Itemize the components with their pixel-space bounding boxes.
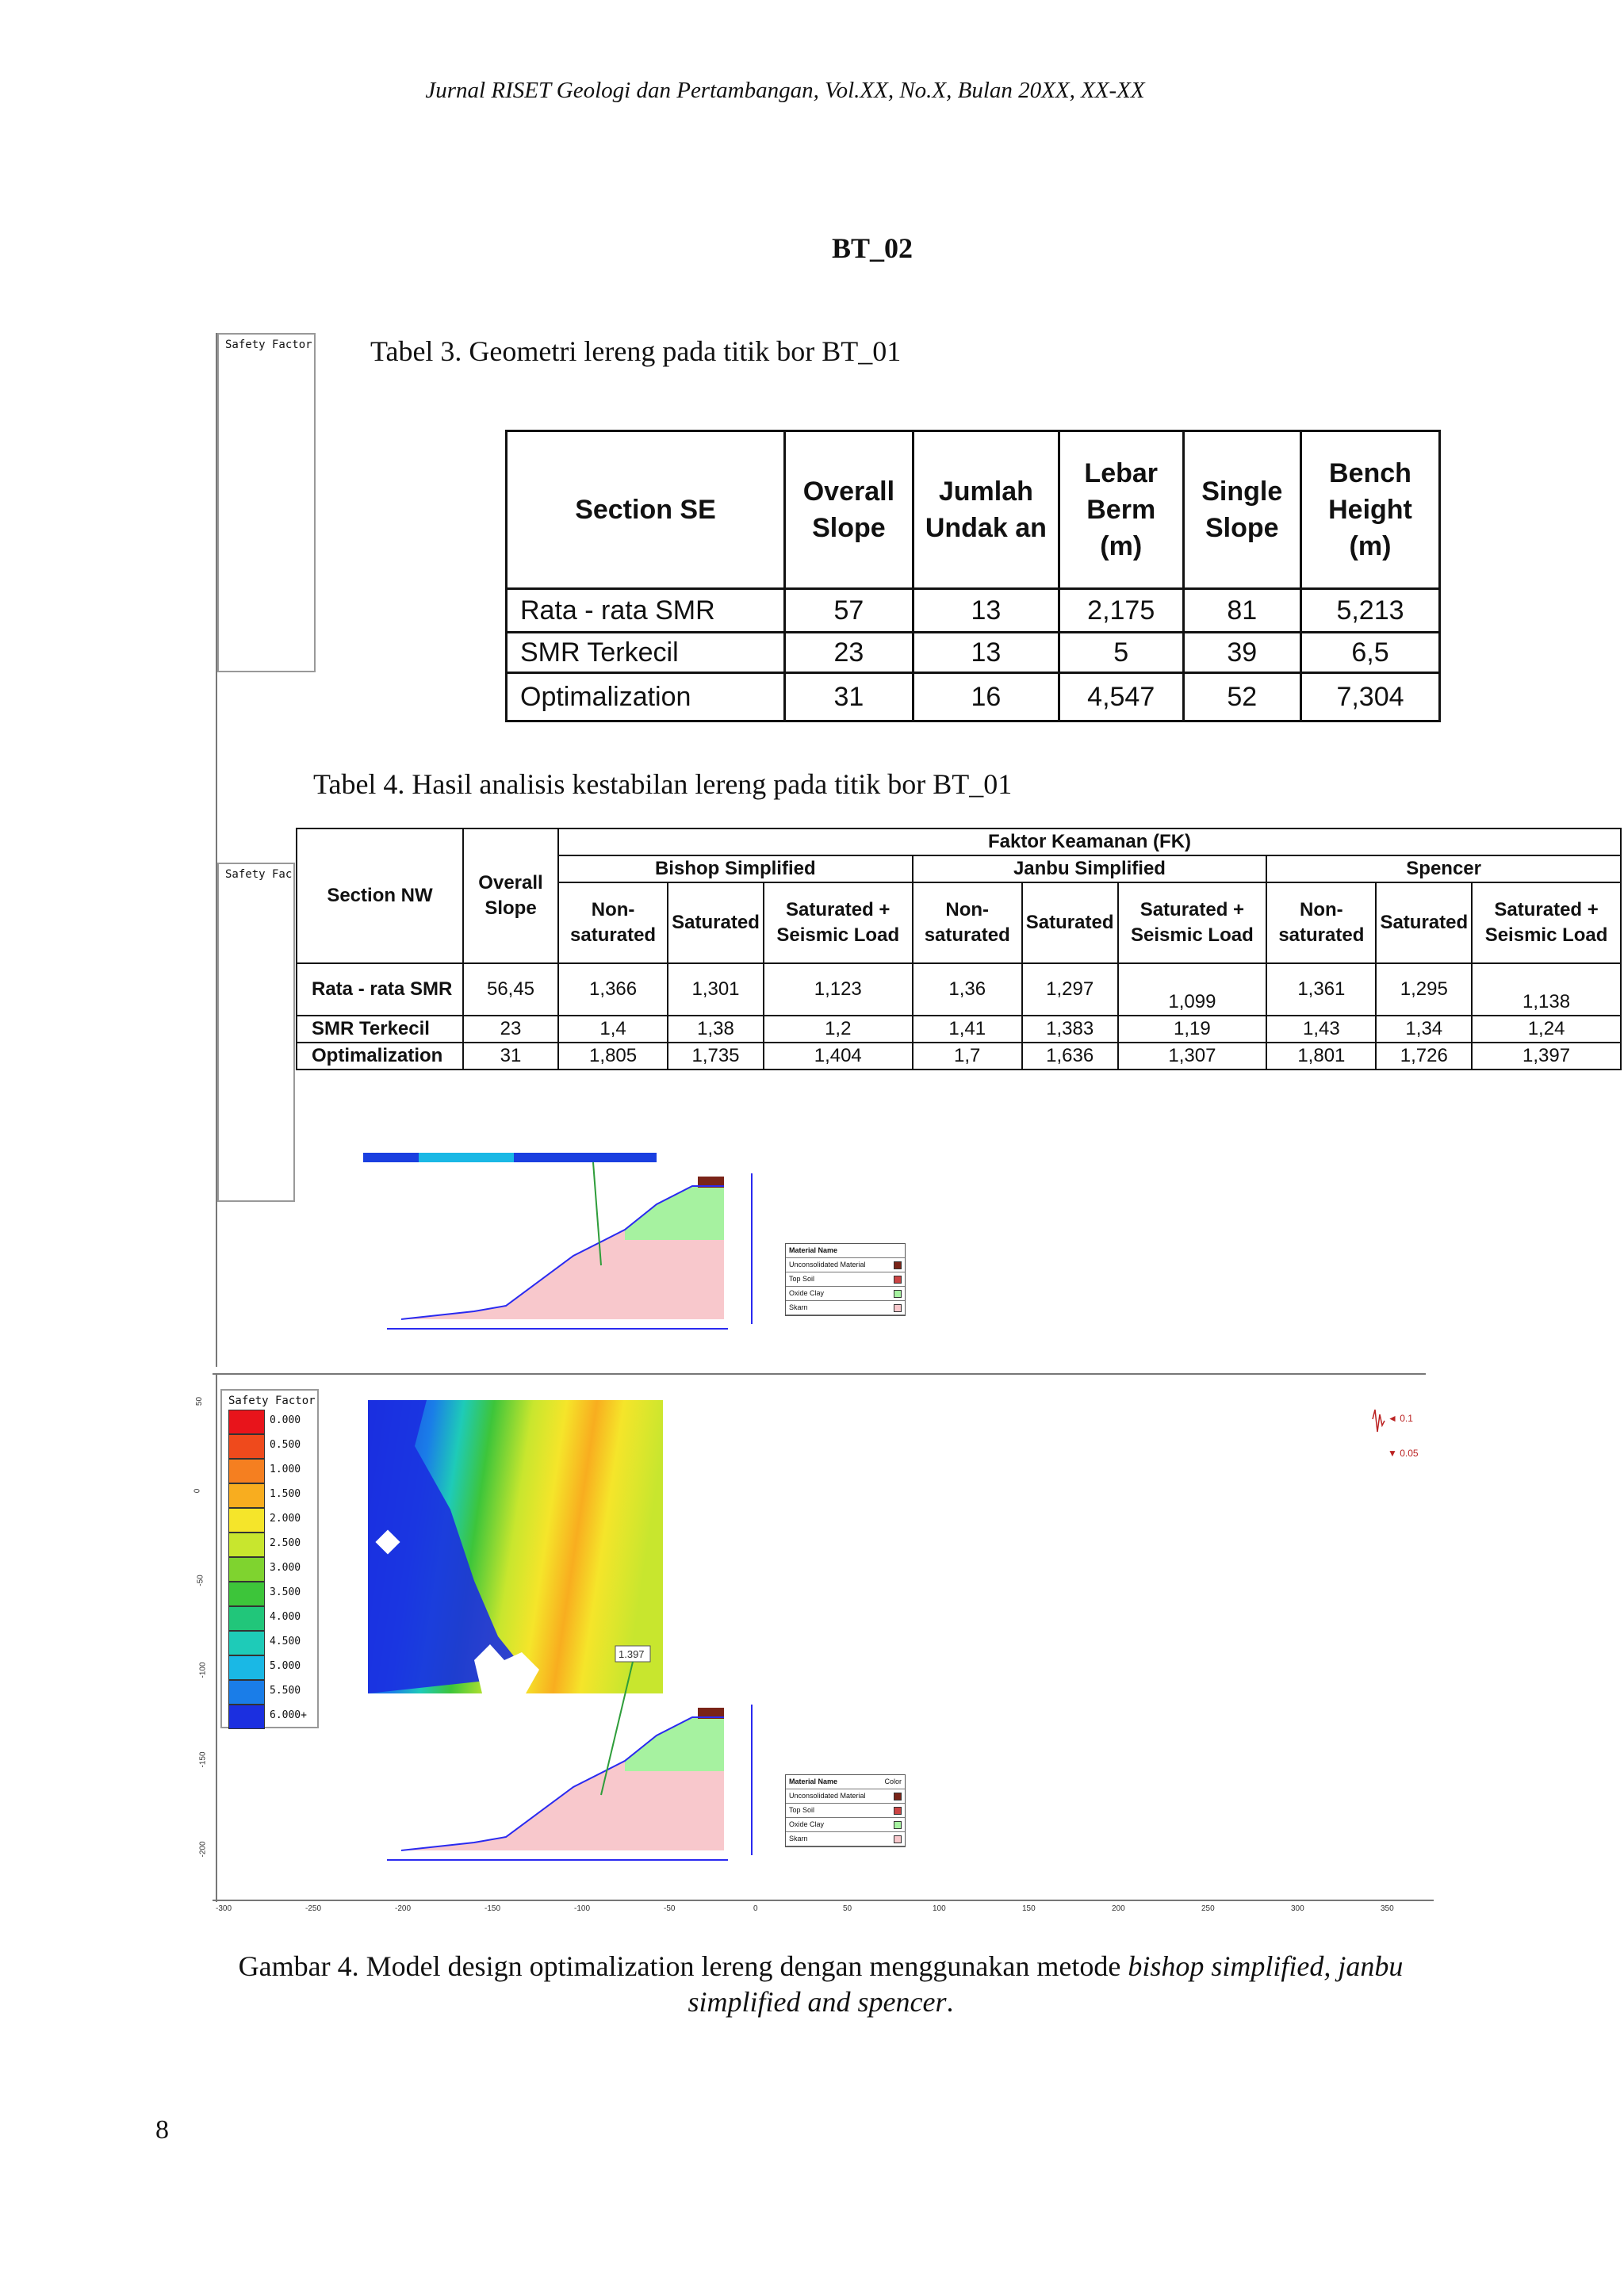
x-tick-label: -50 — [664, 1904, 676, 1913]
table4-subheader: Saturated — [668, 882, 764, 963]
x-tick-label: -300 — [216, 1904, 232, 1913]
table4-method-header: Janbu Simplified — [913, 855, 1267, 882]
legend-label: 2.000 — [270, 1513, 301, 1525]
table-cell: 52 — [1183, 673, 1301, 721]
legend-label: 3.500 — [270, 1586, 301, 1598]
table-row — [507, 589, 1440, 633]
table-cell: 1,41 — [913, 1016, 1022, 1043]
table4-subheader: Saturated + Seismic Load — [1118, 882, 1267, 963]
figure-caption — [238, 1949, 1404, 2020]
x-tick-label: 250 — [1201, 1904, 1215, 1913]
table-cell: 1,397 — [1472, 1043, 1621, 1070]
table4-subheader: Saturated + Seismic Load — [764, 882, 913, 963]
table-cell: 13 — [913, 589, 1059, 633]
legend-label: 4.000 — [270, 1611, 301, 1623]
table-cell: 1,801 — [1266, 1043, 1376, 1070]
legend-label: 2.500 — [270, 1537, 301, 1549]
x-tick-label: 300 — [1291, 1904, 1304, 1913]
table-cell: 1,7 — [913, 1043, 1022, 1070]
material-item: Skarn — [786, 1301, 905, 1315]
table-cell: 16 — [913, 673, 1059, 721]
legend-title: Safety Factor — [225, 339, 312, 351]
x-tick-label: 100 — [933, 1904, 946, 1913]
table-row — [507, 673, 1440, 721]
table-cell: 81 — [1183, 589, 1301, 633]
table-cell: 1,805 — [558, 1043, 668, 1070]
material-item: Oxide Clay — [786, 1287, 905, 1301]
y-tick-label: -100 — [198, 1662, 208, 1678]
table-cell: 1,726 — [1376, 1043, 1472, 1070]
table-cell: 5,213 — [1301, 589, 1440, 633]
figure-caption-text: Gambar 4. Model design optimalization lereng dengan menggunakan metode — [238, 1950, 1128, 1982]
table-cell: Optimalization — [507, 673, 785, 721]
y-tick-label: 0 — [193, 1488, 202, 1494]
legend-label: 0.000 — [270, 1414, 301, 1426]
table3 — [505, 430, 1441, 722]
table4-method-header: Bishop Simplified — [558, 855, 913, 882]
table-cell: 1,4 — [558, 1016, 668, 1043]
table3-header-cell: Jumlah Undak an — [913, 431, 1059, 589]
table4 — [296, 828, 1622, 1070]
table-row — [507, 633, 1440, 673]
table4-subheader: Saturated — [1022, 882, 1118, 963]
table-cell: 1,301 — [668, 963, 764, 1016]
table-cell: 1,297 — [1022, 963, 1118, 1016]
table-row — [297, 1016, 1621, 1043]
x-tick-label: 150 — [1022, 1904, 1036, 1913]
table-cell: 5 — [1059, 633, 1183, 673]
material-item: Unconsolidated Material — [786, 1789, 905, 1804]
table-cell: 56,45 — [463, 963, 558, 1016]
table-row — [297, 963, 1621, 1016]
table4-section-header: Section NW — [297, 828, 463, 963]
table-cell: 57 — [785, 589, 914, 633]
table4-overall-header: Overall Slope — [463, 828, 558, 963]
legend-label: 6.000+ — [270, 1709, 307, 1721]
table-cell: 1,295 — [1376, 963, 1472, 1016]
table-cell: 31 — [785, 673, 914, 721]
table-cell: 2,175 — [1059, 589, 1183, 633]
y-tick-label: -200 — [198, 1841, 208, 1858]
fs-value-label: 1.397 — [619, 1648, 645, 1660]
x-tick-label: 200 — [1112, 1904, 1125, 1913]
x-tick-label: 350 — [1381, 1904, 1394, 1913]
safety-factor-legend — [217, 333, 316, 672]
table3-header-cell: Bench Height (m) — [1301, 431, 1440, 589]
table-cell: Rata - rata SMR — [297, 963, 463, 1016]
table-cell: 31 — [463, 1043, 558, 1070]
x-tick-label: -100 — [574, 1904, 591, 1913]
table4-header-row — [297, 828, 1621, 855]
table4-caption: Tabel 4. Hasil analisis kestabilan lereng pada titik bor BT_01 — [313, 768, 1013, 800]
page-number: 8 — [155, 2115, 169, 2145]
table4-subheader: Non-saturated — [913, 882, 1022, 963]
legend-label: 0.500 — [270, 1439, 301, 1451]
material-item: Unconsolidated Material — [786, 1258, 905, 1272]
table-cell: 1,099 — [1118, 963, 1267, 1016]
material-item: Oxide Clay — [786, 1818, 905, 1832]
table4-method-header: Spencer — [1266, 855, 1621, 882]
material-legend-header: Material Name Color — [786, 1775, 905, 1789]
x-tick-label: -200 — [395, 1904, 412, 1913]
x-tick-label: 50 — [843, 1904, 852, 1913]
legend-label: 1.000 — [270, 1464, 301, 1475]
x-tick-label: -250 — [305, 1904, 322, 1913]
table4-fk-header: Faktor Keamanan (FK) — [558, 828, 1621, 855]
table-cell: 1,24 — [1472, 1016, 1621, 1043]
table-cell: 23 — [785, 633, 914, 673]
legend-label: 4.500 — [270, 1636, 301, 1647]
table-cell: 1,404 — [764, 1043, 913, 1070]
table-cell: 1,383 — [1022, 1016, 1118, 1043]
table-cell: 23 — [463, 1016, 558, 1043]
legend-label: 5.000 — [270, 1660, 301, 1672]
table-cell: 1,38 — [668, 1016, 764, 1043]
table-cell: 39 — [1183, 633, 1301, 673]
legend-title-3: Safety Factor — [228, 1395, 316, 1407]
table-cell: SMR Terkecil — [297, 1016, 463, 1043]
y-tick-label: -50 — [196, 1575, 205, 1586]
table-cell: 4,547 — [1059, 673, 1183, 721]
table-cell: 1,2 — [764, 1016, 913, 1043]
y-tick-label: 50 — [195, 1396, 205, 1406]
y-tick-label: -150 — [198, 1751, 208, 1768]
table3-header-cell: Overall Slope — [785, 431, 914, 589]
table-cell: 7,304 — [1301, 673, 1440, 721]
table-cell: 1,361 — [1266, 963, 1376, 1016]
y-axis — [213, 333, 217, 848]
seismic-v-label: ▼ 0.05 — [1388, 1448, 1419, 1459]
table-cell: 1,36 — [913, 963, 1022, 1016]
table3-header — [507, 431, 1440, 589]
table3-header-cell: Section SE — [507, 431, 785, 589]
table-cell: 1,138 — [1472, 963, 1621, 1016]
table-cell: Optimalization — [297, 1043, 463, 1070]
seismic-h-label: ◄ 0.1 — [1388, 1413, 1413, 1424]
table4-subheader: Non-saturated — [558, 882, 668, 963]
figure-caption-end: . — [946, 1986, 954, 2018]
journal-header: Jurnal RISET Geologi dan Pertambangan, Vol.XX, No.X, Bulan 20XX, XX-XX — [425, 78, 1145, 103]
table3-header-cell: Single Slope — [1183, 431, 1301, 589]
table-cell: 6,5 — [1301, 633, 1440, 673]
plot-panel-3 — [193, 1375, 1434, 1914]
table-cell: SMR Terkecil — [507, 633, 785, 673]
x-tick-label: -150 — [485, 1904, 501, 1913]
material-item: Top Soil — [786, 1804, 905, 1818]
material-item: Top Soil — [786, 1272, 905, 1287]
material-item: Skarn — [786, 1832, 905, 1846]
table-cell: Rata - rata SMR — [507, 589, 785, 633]
table4-subheader: Saturated + Seismic Load — [1472, 882, 1621, 963]
table3-caption: Tabel 3. Geometri lereng pada titik bor BT_01 — [370, 335, 902, 367]
x-tick-label: 0 — [753, 1904, 758, 1913]
material-legend-2 — [785, 1243, 906, 1316]
table4-subheader: Non-saturated — [1266, 882, 1376, 963]
table-row — [297, 1043, 1621, 1070]
table-cell: 1,636 — [1022, 1043, 1118, 1070]
table-cell: 1,307 — [1118, 1043, 1267, 1070]
material-legend-header: Material Name — [786, 1244, 905, 1258]
figure-caption-italic: bishop simplified, janbu simplified and spencer — [688, 1950, 1404, 2018]
table-cell: 1,366 — [558, 963, 668, 1016]
legend-label: 1.500 — [270, 1488, 301, 1500]
table4-subheader: Saturated — [1376, 882, 1472, 963]
legend-label: 3.000 — [270, 1562, 301, 1574]
legend-label: 5.500 — [270, 1685, 301, 1697]
material-legend-3 — [785, 1774, 906, 1847]
section-title: BT_02 — [831, 232, 914, 264]
table-cell: 13 — [913, 633, 1059, 673]
legend-title-2: Safety Fac — [225, 868, 293, 881]
x-axis-3 — [213, 1900, 1434, 1901]
table-cell: 1,123 — [764, 963, 913, 1016]
table-cell: 1,735 — [668, 1043, 764, 1070]
table-cell: 1,43 — [1266, 1016, 1376, 1043]
table-cell: 1,19 — [1118, 1016, 1267, 1043]
table-cell: 1,34 — [1376, 1016, 1472, 1043]
table3-header-cell: Lebar Berm (m) — [1059, 431, 1183, 589]
